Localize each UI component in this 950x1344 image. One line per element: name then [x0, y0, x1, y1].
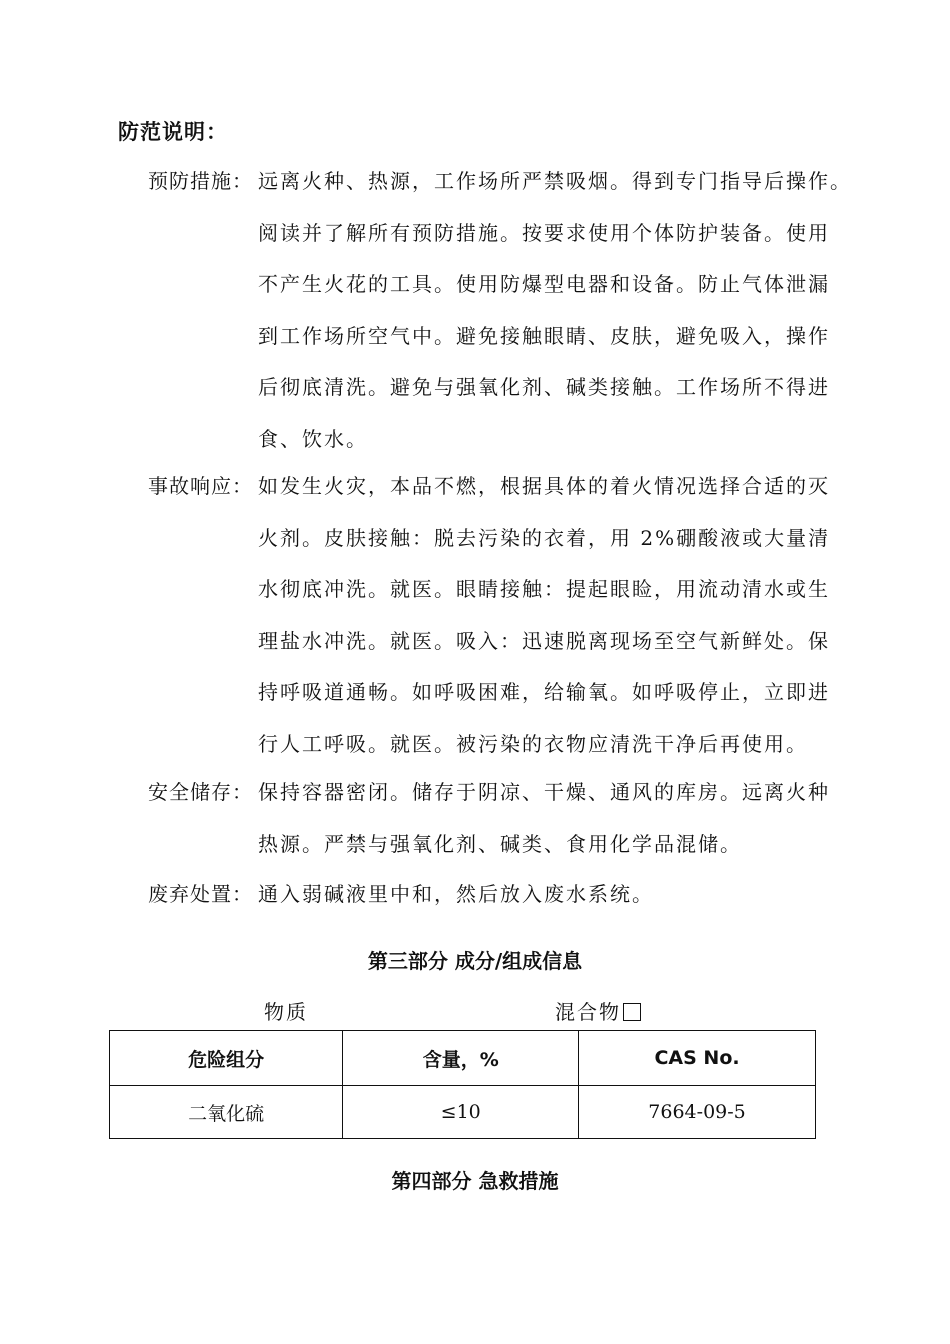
- composition-table: [109, 1030, 816, 1139]
- text-line: 热源。严禁与强氧化剂、碱类、食用化学品混储。: [258, 831, 742, 856]
- item-text: [258, 156, 852, 465]
- item-label: 事故响应：: [148, 474, 253, 498]
- text-line: 火剂。皮肤接触：脱去污染的衣着，用 2%硼酸液或大量清: [258, 525, 831, 550]
- table-cell: ≤10: [343, 1086, 579, 1139]
- item-label: 预防措施：: [148, 169, 253, 193]
- mixture-checkbox[interactable]: [623, 1003, 641, 1021]
- text-line: 食、饮水。: [258, 426, 368, 451]
- substance-label: 物质: [264, 1000, 308, 1024]
- item-text: [258, 869, 848, 921]
- precaution-item-disposal: [148, 869, 848, 921]
- text-line: 到工作场所空气中。避免接触眼睛、皮肤，避免吸入，操作: [258, 323, 830, 348]
- section-3-title: 第三部分 成分/组成信息: [367, 949, 583, 973]
- table-cell: 7664-09-5: [579, 1086, 816, 1139]
- section-4-title: 第四部分 急救措施: [391, 1169, 559, 1193]
- text-line: 通入弱碱液里中和，然后放入废水系统。: [258, 882, 654, 906]
- item-text: [258, 767, 848, 870]
- text-line: 后彻底清洗。避免与强氧化剂、碱类接触。工作场所不得进: [258, 375, 830, 399]
- mixture-label: 混合物: [555, 1000, 621, 1024]
- text-line: 持呼吸道通畅。如呼吸困难，给输氧。如呼吸停止，立即进: [258, 680, 830, 704]
- column-header: CAS No.: [579, 1031, 816, 1086]
- text-line: 如发生火灾，本品不燃，根据具体的着火情况选择合适的灭: [258, 474, 830, 498]
- text-line: 远离火种、热源，工作场所严禁吸烟。得到专门指导后操作。: [258, 169, 852, 193]
- table-header-row: [110, 1031, 816, 1086]
- item-label: 废弃处置：: [148, 882, 253, 906]
- mixture-option: [555, 996, 641, 1025]
- precautions-heading: 防范说明：: [118, 120, 228, 144]
- column-header: 危险组分: [110, 1031, 343, 1086]
- table-row: [110, 1086, 816, 1139]
- item-label: 安全储存：: [148, 780, 253, 804]
- text-line: 理盐水冲洗。就医。吸入：迅速脱离现场至空气新鲜处。保: [258, 628, 830, 653]
- precaution-item-response: [148, 461, 848, 770]
- table-cell: 二氧化硫: [110, 1086, 343, 1139]
- item-text: [258, 461, 848, 770]
- text-line: 不产生火花的工具。使用防爆型电器和设备。防止气体泄漏: [258, 272, 830, 296]
- text-line: 保持容器密闭。储存于阴凉、干燥、通风的库房。远离火种: [258, 780, 830, 804]
- precaution-item-storage: [148, 767, 848, 870]
- text-line: 阅读并了解所有预防措施。按要求使用个体防护装备。使用: [258, 220, 830, 245]
- text-line: 水彻底冲洗。就医。眼睛接触：提起眼睑，用流动清水或生: [258, 577, 830, 601]
- text-line: 行人工呼吸。就医。被污染的衣物应清洗干净后再使用。: [258, 731, 808, 756]
- column-header: 含量，%: [343, 1031, 579, 1086]
- precaution-item-prevention: [148, 156, 852, 465]
